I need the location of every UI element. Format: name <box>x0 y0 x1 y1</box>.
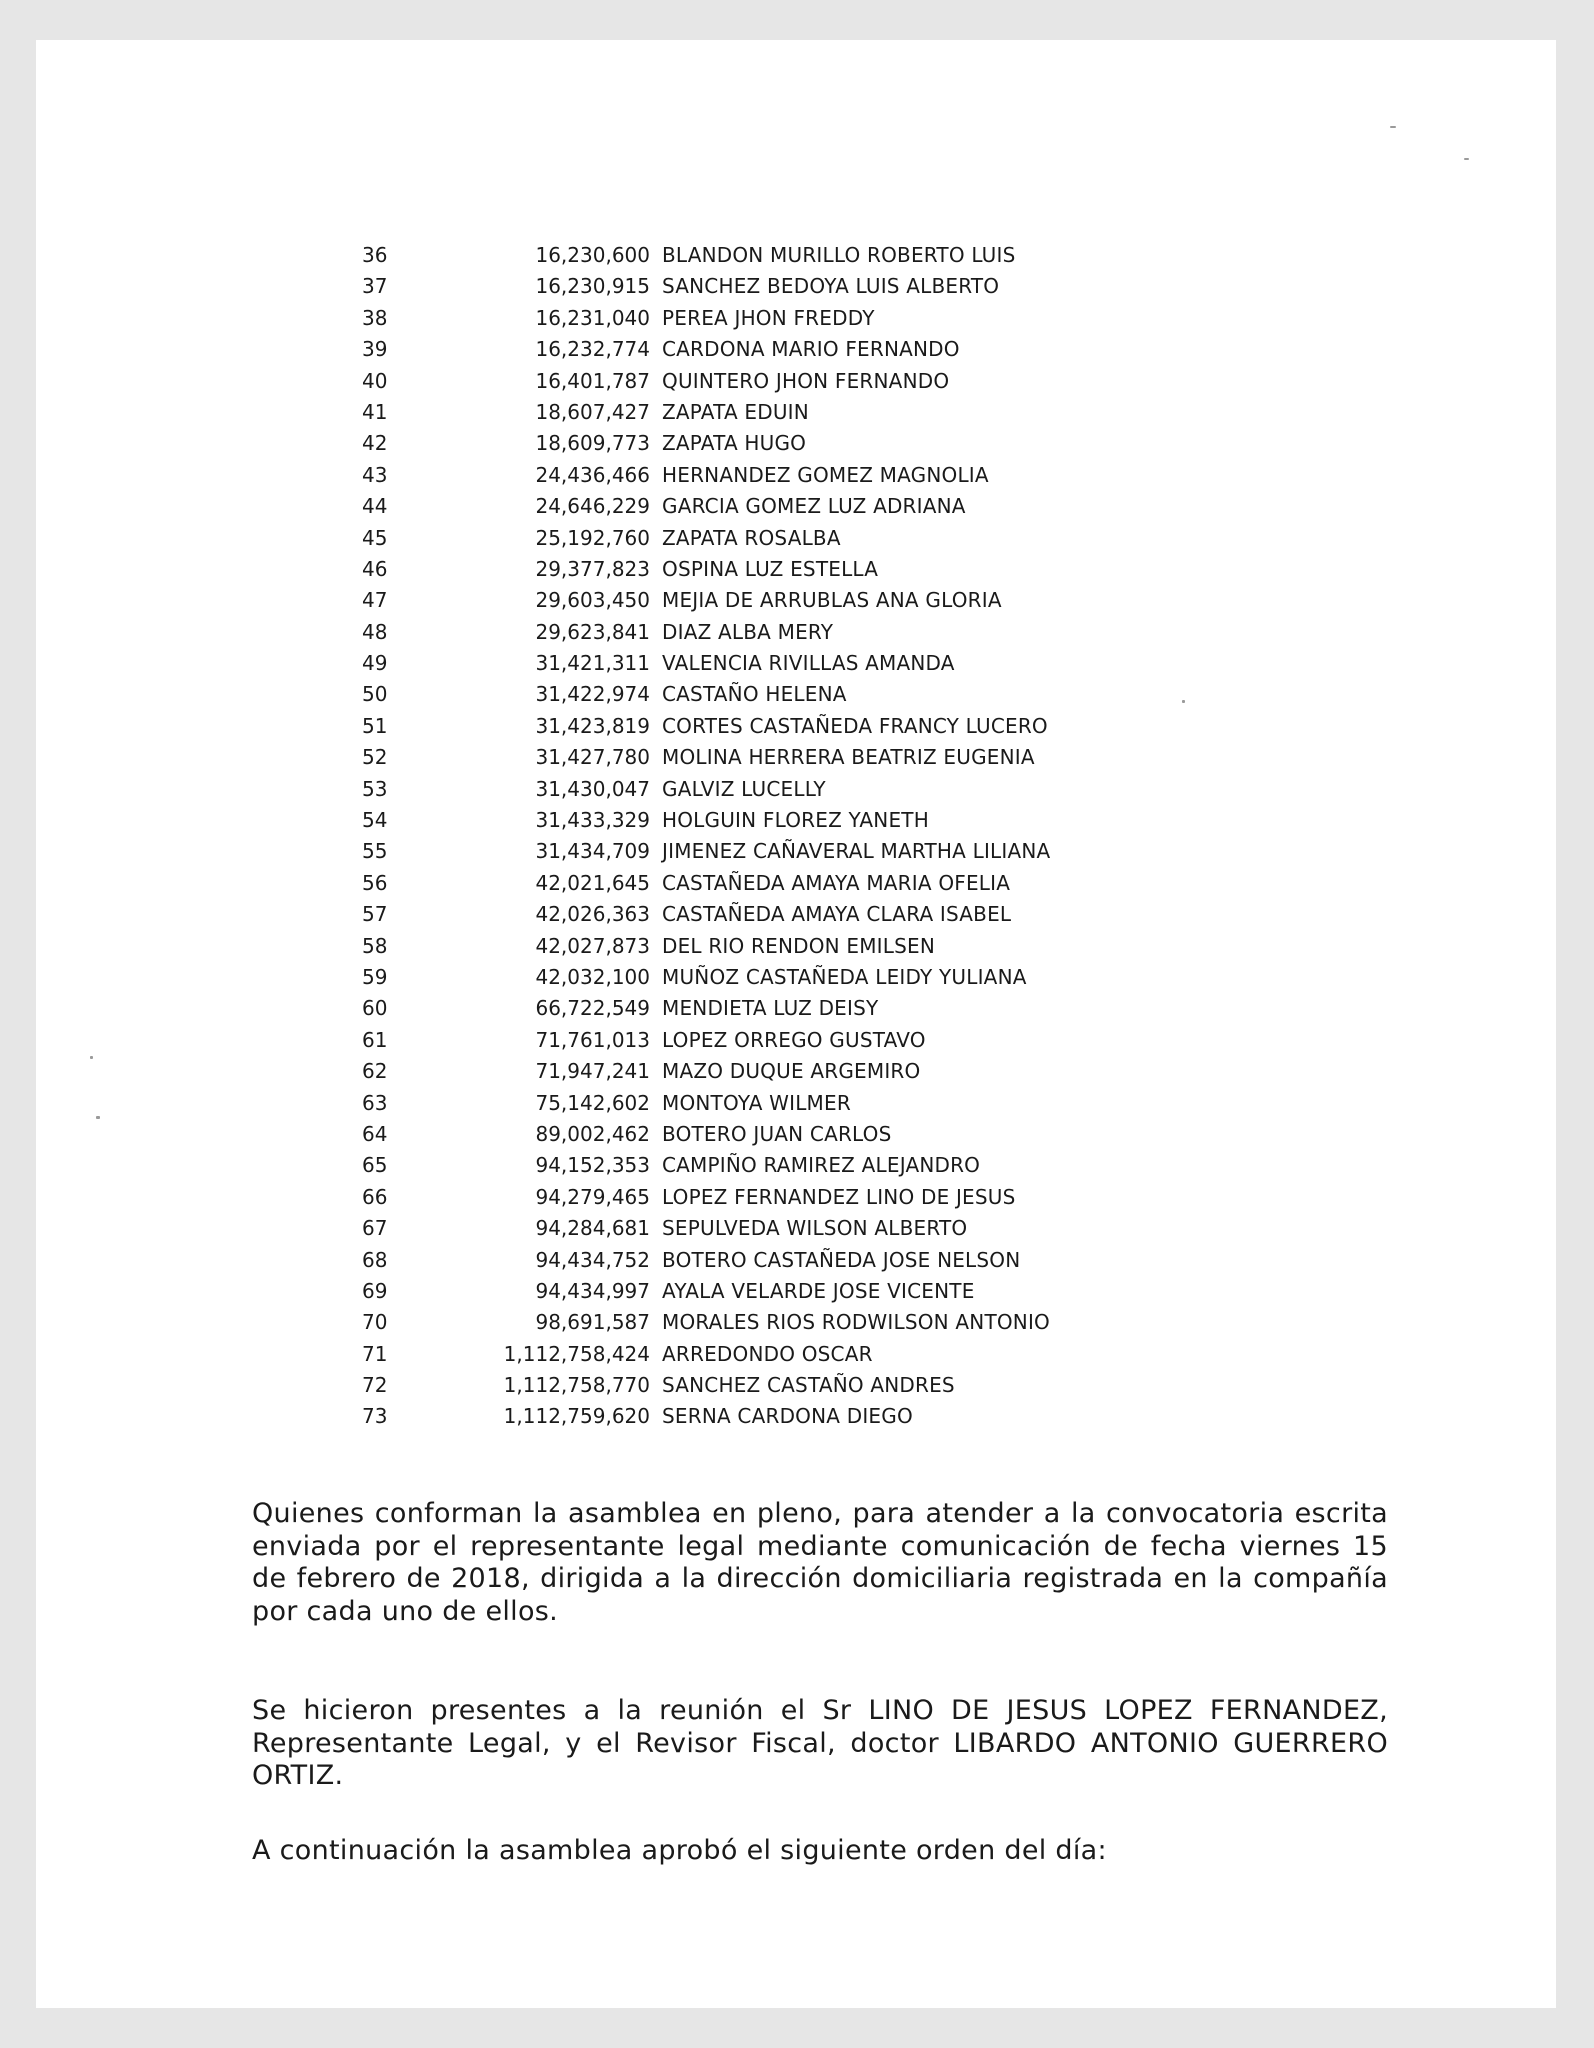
id-number: 42,021,645 <box>535 870 650 895</box>
member-name: CAMPIÑO RAMIREZ ALEJANDRO <box>662 1153 981 1178</box>
member-name: BOTERO JUAN CARLOS <box>662 1121 892 1146</box>
list-item <box>36 774 1556 805</box>
list-item <box>36 1370 1556 1401</box>
row-number: 58 <box>362 933 388 958</box>
list-item <box>36 1307 1556 1338</box>
list-item <box>36 303 1556 334</box>
row-number: 55 <box>362 839 388 864</box>
row-number: 50 <box>362 682 388 707</box>
row-number: 63 <box>362 1090 388 1115</box>
id-number: 31,434,709 <box>535 839 650 864</box>
id-number: 94,434,752 <box>535 1247 650 1272</box>
row-number: 65 <box>362 1153 388 1178</box>
list-item <box>36 836 1556 867</box>
list-item <box>36 742 1556 773</box>
row-number: 52 <box>362 745 388 770</box>
list-item <box>36 679 1556 710</box>
member-name: GALVIZ LUCELLY <box>662 776 826 801</box>
list-item <box>36 805 1556 836</box>
member-name: JIMENEZ CAÑAVERAL MARTHA LILIANA <box>662 839 1051 864</box>
row-number: 47 <box>362 588 388 613</box>
id-number: 31,427,780 <box>535 745 650 770</box>
row-number: 61 <box>362 1027 388 1052</box>
id-number: 16,232,774 <box>535 337 650 362</box>
row-number: 67 <box>362 1216 388 1241</box>
scan-speck <box>1390 126 1396 128</box>
member-name: SANCHEZ BEDOYA LUIS ALBERTO <box>662 274 1000 299</box>
member-name: CARDONA MARIO FERNANDO <box>662 337 960 362</box>
row-number: 64 <box>362 1121 388 1146</box>
member-name: LOPEZ FERNANDEZ LINO DE JESUS <box>662 1184 1016 1209</box>
list-item <box>36 711 1556 742</box>
member-name: GARCIA GOMEZ LUZ ADRIANA <box>662 494 966 519</box>
id-number: 25,192,760 <box>535 525 650 550</box>
scan-speck <box>1182 700 1185 703</box>
id-number: 42,032,100 <box>535 964 650 989</box>
id-number: 75,142,602 <box>535 1090 650 1115</box>
row-number: 36 <box>362 243 388 267</box>
list-item <box>36 868 1556 899</box>
member-name: MAZO DUQUE ARGEMIRO <box>662 1059 921 1084</box>
row-number: 57 <box>362 902 388 927</box>
id-number: 29,603,450 <box>535 588 650 613</box>
row-number: 60 <box>362 996 388 1021</box>
list-item <box>36 585 1556 616</box>
row-number: 48 <box>362 619 388 644</box>
member-name: LOPEZ ORREGO GUSTAVO <box>662 1027 926 1052</box>
member-name: PEREA JHON FREDDY <box>662 305 875 330</box>
member-name: VALENCIA RIVILLAS AMANDA <box>662 651 955 676</box>
member-name: MEJIA DE ARRUBLAS ANA GLORIA <box>662 588 1002 613</box>
row-number: 41 <box>362 399 388 424</box>
member-name: CORTES CASTAÑEDA FRANCY LUCERO <box>662 713 1048 738</box>
row-number: 62 <box>362 1059 388 1084</box>
list-item <box>36 993 1556 1024</box>
list-item <box>36 1119 1556 1150</box>
list-item <box>36 1025 1556 1056</box>
row-number: 44 <box>362 494 388 519</box>
document-page <box>36 40 1556 2008</box>
row-number: 51 <box>362 713 388 738</box>
member-name: SERNA CARDONA DIEGO <box>662 1404 913 1429</box>
list-item <box>36 648 1556 679</box>
member-name: MUÑOZ CASTAÑEDA LEIDY YULIANA <box>662 964 1027 989</box>
row-number: 39 <box>362 337 388 362</box>
member-name: AYALA VELARDE JOSE VICENTE <box>662 1278 975 1303</box>
row-number: 71 <box>362 1341 388 1366</box>
id-number: 29,623,841 <box>535 619 650 644</box>
row-number: 45 <box>362 525 388 550</box>
id-number: 71,761,013 <box>535 1027 650 1052</box>
id-number: 29,377,823 <box>535 556 650 581</box>
id-number: 24,646,229 <box>535 494 650 519</box>
list-item <box>36 1150 1556 1181</box>
id-number: 31,433,329 <box>535 808 650 833</box>
agenda-intro-paragraph: A continuación la asamblea aprobó el siguiente orden del día: <box>252 1835 1107 1866</box>
id-number: 16,401,787 <box>535 368 650 393</box>
scan-speck <box>90 1056 93 1059</box>
member-name: DIAZ ALBA MERY <box>662 619 834 644</box>
member-name: MOLINA HERRERA BEATRIZ EUGENIA <box>662 745 1035 770</box>
list-item <box>36 334 1556 365</box>
row-number: 59 <box>362 964 388 989</box>
id-number: 31,422,974 <box>535 682 650 707</box>
list-item <box>36 1056 1556 1087</box>
row-number: 38 <box>362 305 388 330</box>
list-item <box>36 1088 1556 1119</box>
member-name: MORALES RIOS RODWILSON ANTONIO <box>662 1310 1051 1335</box>
member-name: HOLGUIN FLOREZ YANETH <box>662 808 929 833</box>
id-number: 31,430,047 <box>535 776 650 801</box>
list-item <box>36 1401 1556 1432</box>
member-name: ARREDONDO OSCAR <box>662 1341 873 1366</box>
list-item <box>36 962 1556 993</box>
list-item <box>36 240 1556 271</box>
id-number: 42,027,873 <box>535 933 650 958</box>
row-number: 42 <box>362 431 388 456</box>
member-name: ZAPATA ROSALBA <box>662 525 841 550</box>
id-number: 24,436,466 <box>535 462 650 487</box>
id-number: 94,434,997 <box>535 1278 650 1303</box>
member-name: BOTERO CASTAÑEDA JOSE NELSON <box>662 1247 1021 1272</box>
id-number: 16,230,915 <box>535 274 650 299</box>
id-number: 94,152,353 <box>535 1153 650 1178</box>
list-item <box>36 428 1556 459</box>
list-item <box>36 523 1556 554</box>
id-number: 1,112,759,620 <box>503 1404 650 1429</box>
attendees-paragraph: Se hicieron presentes a la reunión el Sr LINO DE JESUS LOPEZ FERNANDEZ, Representante Legal, y el Revisor Fiscal, doctor LIBARDO ANTONIO GUERRERO ORTIZ. <box>252 1695 1388 1791</box>
row-number: 46 <box>362 556 388 581</box>
list-item <box>36 397 1556 428</box>
list-item <box>36 1245 1556 1276</box>
row-number: 54 <box>362 808 388 833</box>
id-number: 1,112,758,770 <box>503 1373 650 1398</box>
id-number: 18,607,427 <box>535 399 650 424</box>
member-name: HERNANDEZ GOMEZ MAGNOLIA <box>662 462 989 487</box>
row-number: 37 <box>362 274 388 299</box>
list-item <box>36 931 1556 962</box>
id-number: 89,002,462 <box>535 1121 650 1146</box>
id-number: 71,947,241 <box>535 1059 650 1084</box>
member-name: MENDIETA LUZ DEISY <box>662 996 879 1021</box>
list-item <box>36 271 1556 302</box>
scan-speck <box>1464 158 1469 160</box>
list-item <box>36 899 1556 930</box>
list-item <box>36 1182 1556 1213</box>
id-number: 94,284,681 <box>535 1216 650 1241</box>
shareholder-list <box>36 240 1556 1433</box>
scan-speck <box>96 1116 100 1119</box>
row-number: 40 <box>362 368 388 393</box>
row-number: 53 <box>362 776 388 801</box>
list-item <box>36 491 1556 522</box>
row-number: 69 <box>362 1278 388 1303</box>
id-number: 16,231,040 <box>535 305 650 330</box>
row-number: 43 <box>362 462 388 487</box>
list-item <box>36 366 1556 397</box>
row-number: 73 <box>362 1404 388 1429</box>
row-number: 56 <box>362 870 388 895</box>
list-item <box>36 1213 1556 1244</box>
member-name: ZAPATA EDUIN <box>662 399 809 424</box>
id-number: 18,609,773 <box>535 431 650 456</box>
member-name: CASTAÑO HELENA <box>662 682 847 707</box>
id-number: 98,691,587 <box>535 1310 650 1335</box>
id-number: 31,423,819 <box>535 713 650 738</box>
list-item <box>36 1339 1556 1370</box>
row-number: 66 <box>362 1184 388 1209</box>
member-name: SEPULVEDA WILSON ALBERTO <box>662 1216 968 1241</box>
list-item <box>36 554 1556 585</box>
row-number: 68 <box>362 1247 388 1272</box>
list-item <box>36 617 1556 648</box>
member-name: CASTAÑEDA AMAYA MARIA OFELIA <box>662 870 1011 895</box>
id-number: 66,722,549 <box>535 996 650 1021</box>
member-name: CASTAÑEDA AMAYA CLARA ISABEL <box>662 902 1012 927</box>
member-name: MONTOYA WILMER <box>662 1090 851 1115</box>
row-number: 72 <box>362 1373 388 1398</box>
id-number: 16,230,600 <box>535 243 650 267</box>
row-number: 70 <box>362 1310 388 1335</box>
id-number: 42,026,363 <box>535 902 650 927</box>
member-name: QUINTERO JHON FERNANDO <box>662 368 950 393</box>
row-number: 49 <box>362 651 388 676</box>
member-name: OSPINA LUZ ESTELLA <box>662 556 879 581</box>
id-number: 1,112,758,424 <box>503 1341 650 1366</box>
member-name: SANCHEZ CASTAÑO ANDRES <box>662 1373 955 1398</box>
id-number: 31,421,311 <box>535 651 650 676</box>
id-number: 94,279,465 <box>535 1184 650 1209</box>
list-item <box>36 1276 1556 1307</box>
list-item <box>36 460 1556 491</box>
member-name: BLANDON MURILLO ROBERTO LUIS <box>662 243 1016 267</box>
member-name: DEL RIO RENDON EMILSEN <box>662 933 936 958</box>
convocation-paragraph: Quienes conforman la asamblea en pleno, para atender a la convocatoria escrita enviada por el representante legal mediante comunicación de fecha viernes 15 de febrero de 2018, dirigida a la dirección domiciliaria registrada en la compañía por cada uno de ellos. <box>252 1498 1388 1627</box>
member-name: ZAPATA HUGO <box>662 431 807 456</box>
